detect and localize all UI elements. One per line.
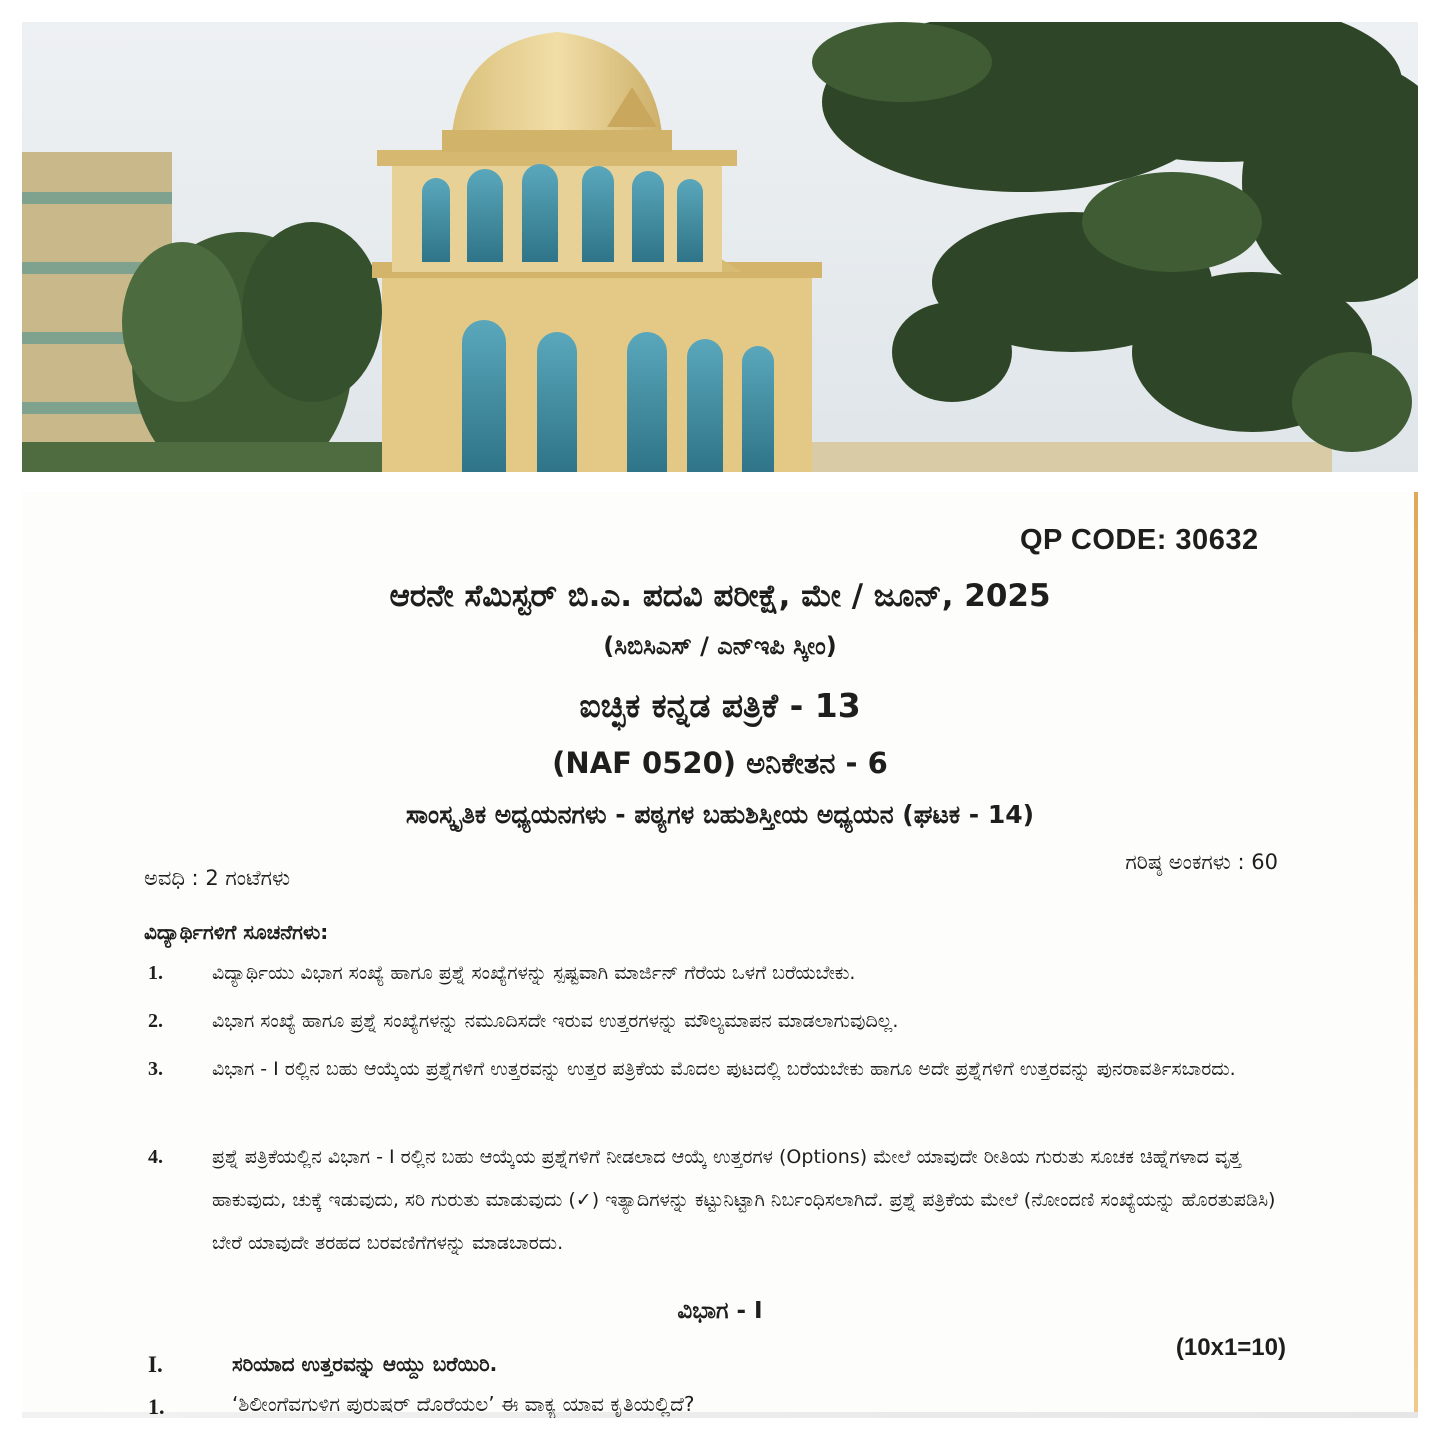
question-text: ಸರಿಯಾದ ಉತ್ತರವನ್ನು ಆಯ್ದು ಬರೆಯಿರಿ. xyxy=(232,1352,498,1376)
instructions-heading: ವಿದ್ಯಾರ್ಥಿಗಳಿಗೆ ಸೂಚನೆಗಳು: xyxy=(144,920,329,944)
paper-subject: ಸಾಂಸ್ಕೃತಿಕ ಅಧ್ಯಯನಗಳು - ಪಠ್ಯಗಳ ಬಹುಶಿಸ್ತೀಯ ಅಧ್ಯಯನ (ಘಟಕ - 14) xyxy=(405,800,1035,829)
instruction-number: 1. xyxy=(148,962,163,984)
paper-code: (NAF 0520) ಅನಿಕೇತನ - 6 xyxy=(552,746,888,780)
instruction-number: 2. xyxy=(148,1010,163,1032)
exam-scheme: (ಸಿಬಿಸಿಎಸ್ / ಎನ್‌ಇಪಿ ಸ್ಕೀಂ) xyxy=(603,632,837,660)
sub-question-number: 1. xyxy=(148,1394,165,1418)
question-number: I. xyxy=(148,1352,163,1377)
exam-title: ಆರನೇ ಸೆಮಿಸ್ಟರ್ ಬಿ.ಎ. ಪದವಿ ಪರೀಕ್ಷೆ, ಮೇ / ಜೂನ್, 2025 xyxy=(389,578,1051,614)
instruction-number: 4. xyxy=(148,1146,163,1168)
section-title: ವಿಭಾಗ - I xyxy=(677,1298,763,1324)
question-marks: (10x1=10) xyxy=(1175,1334,1286,1361)
sub-question-text: ‘ಶಿಲೀಂಗೆವಗುಳಿಗ ಪುರುಷರ್ ದೊರೆಯಲ’ ಈ ವಾಕ್ಯ ಯಾವ ಕೃತಿಯಲ್ಲಿದೆ? xyxy=(232,1392,695,1416)
max-marks: ಗರಿಷ್ಠ ಅಂಕಗಳು : 60 xyxy=(1125,850,1278,874)
instruction-number: 3. xyxy=(148,1058,163,1080)
instruction-text: ವಿಭಾಗ ಸಂಖ್ಯೆ ಹಾಗೂ ಪ್ರಶ್ನೆ ಸಂಖ್ಯೆಗಳನ್ನು ನಮೂದಿಸದೇ ಇರುವ ಉತ್ತರಗಳನ್ನು ಮೌಲ್ಯಮಾಪನ ಮಾಡಲಾಗುವುದಿಲ್ಲ. xyxy=(212,1010,899,1032)
campus-photo xyxy=(22,22,1418,472)
question-paper xyxy=(22,492,1418,1418)
exam-duration: ಅವಧಿ : 2 ಗಂಟೆಗಳು xyxy=(144,866,291,890)
instruction-text: ವಿದ್ಯಾರ್ಥಿಯು ವಿಭಾಗ ಸಂಖ್ಯೆ ಹಾಗೂ ಪ್ರಶ್ನೆ ಸಂಖ್ಯೆಗಳನ್ನು ಸ್ಪಷ್ಟವಾಗಿ ಮಾರ್ಜಿನ್ ಗೆರೆಯ ಒಳಗೆ ಬರೆಯಬೇಕು. xyxy=(212,962,856,984)
instruction-text: ವಿಭಾಗ - I ರಲ್ಲಿನ ಬಹು ಆಯ್ಕೆಯ ಪ್ರಶ್ನೆಗಳಿಗೆ ಉತ್ತರವನ್ನು ಉತ್ತರ ಪತ್ರಿಕೆಯ ಮೊದಲ ಪುಟದಲ್ಲಿ ಬರೆಯಬೇಕು ಹಾಗೂ ಅದೇ ಪ್ರಶ್ನೆಗಳಿಗೆ ಉತ್ತರವನ್ನು ಪುನರಾವರ್ತಿಸಬಾರದು. xyxy=(212,1058,1236,1080)
paper-edge xyxy=(1414,492,1418,1418)
qp-code: QP CODE: 30632 xyxy=(1020,524,1259,556)
campus-building-illustration xyxy=(22,22,1418,472)
paper-name: ಐಚ್ಛಿಕ ಕನ್ನಡ ಪತ್ರಿಕೆ - 13 xyxy=(579,686,861,725)
instruction-text: ಪ್ರಶ್ನೆ ಪತ್ರಿಕೆಯಲ್ಲಿನ ವಿಭಾಗ - I ರಲ್ಲಿನ ಬಹು ಆಯ್ಕೆಯ ಪ್ರಶ್ನೆಗಳಿಗೆ ನೀಡಲಾದ ಆಯ್ಕೆ ಉತ್ತರಗಳ (Options) ಮೇಲೆ ಯಾವುದೇ ರೀತಿಯ ಗುರುತು ಸೂಚಕ ಚಿಹ್ನೆಗಳಾದ ವೃತ್ತ ಹಾಕುವುದು, ಚುಕ್ಕೆ ಇಡುವುದು, ಸರಿ ಗುರುತು ಮಾಡುವುದು (✓) ಇತ್ಯಾದಿಗಳನ್ನು ಕಟ್ಟುನಿಟ್ಟಾಗಿ ನಿರ್ಬಂಧಿಸಲಾಗಿದೆ. ಪ್ರಶ್ನೆ ಪತ್ರಿಕೆಯ ಮೇಲೆ (ನೋಂದಣಿ ಸಂಖ್ಯೆಯನ್ನು ಹೊರತುಪಡಿಸಿ) ಬೇರೆ ಯಾವುದೇ ತರಹದ ಬರವಣಿಗೆಗಳನ್ನು ಮಾಡಬಾರದು. xyxy=(212,1146,1276,1254)
